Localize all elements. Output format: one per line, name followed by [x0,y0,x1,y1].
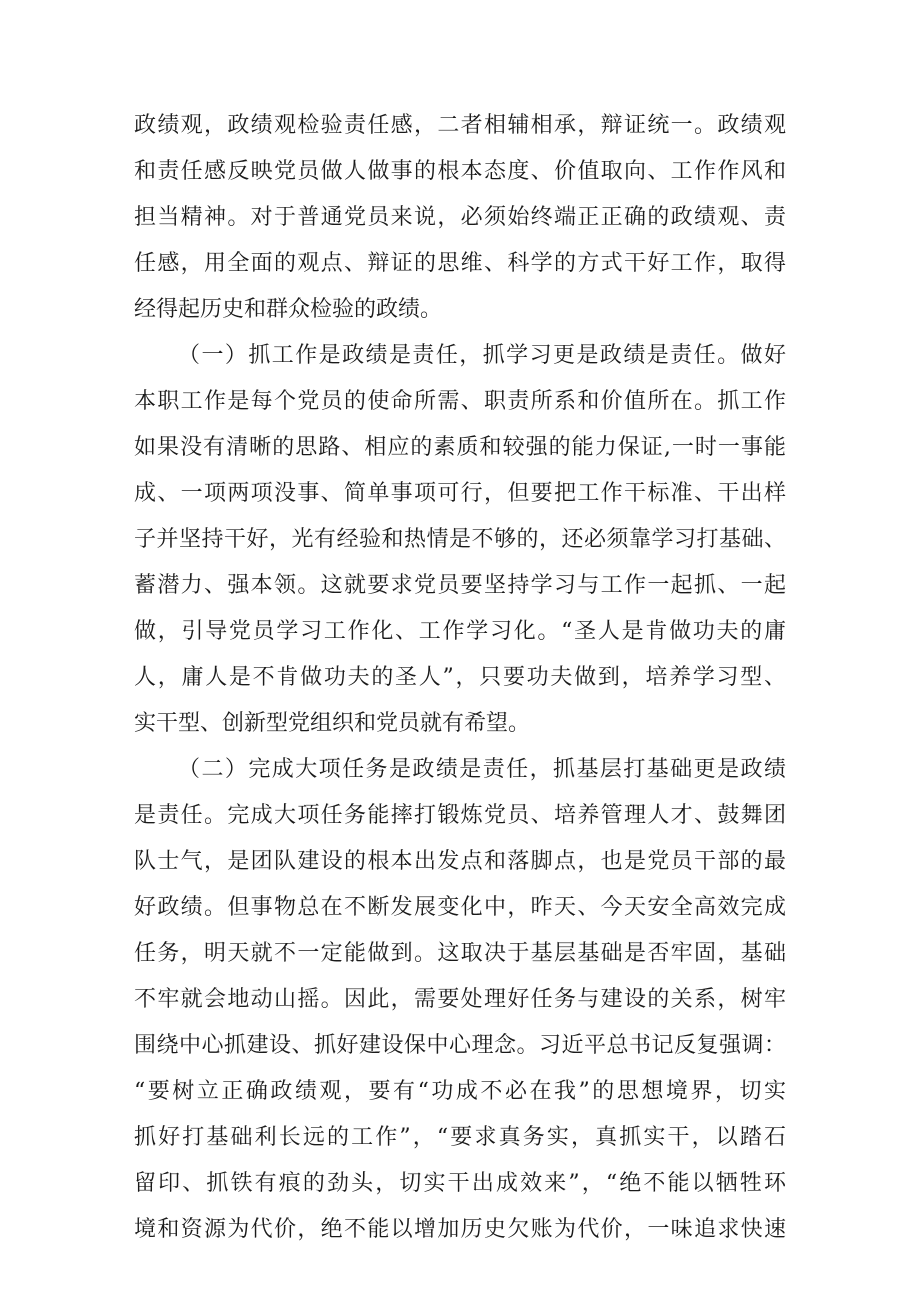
document-body [134,103,786,1253]
text-line: 成、一项两项没事、简单事项可行，但要把工作干标准、干出样 [134,481,786,506]
text-line: 本职工作是每个党员的使命所需、职责所系和价值所在。抓工作 [134,389,786,414]
text-line: 队士气，是团队建设的根本出发点和落脚点，也是党员干部的最 [134,849,786,874]
text-line: 子并坚持干好，光有经验和热情是不够的，还必须靠学习打基础、 [134,527,786,552]
text-line: 好政绩。但事物总在不断发展变化中，昨天、今天安全高效完成 [134,895,786,920]
paragraph [134,747,786,1253]
text-line: 任感，用全面的观点、辩证的思维、科学的方式干好工作，取得 [134,251,786,276]
text-line: 任务，明天就不一定能做到。这取决于基层基础是否牢固，基础 [134,941,786,966]
text-line: （一）抓工作是政绩是责任，抓学习更是政绩是责任。做好 [178,343,786,368]
text-line: 担当精神。对于普通党员来说，必须始终端正正确的政绩观、责 [134,205,786,230]
text-line: 政绩观，政绩观检验责任感，二者相辅相承，辩证统一。政绩观 [134,113,786,138]
text-line: 做，引导党员学习工作化、工作学习化。“圣人是肯做功夫的庸 [134,619,786,644]
text-line: 不牢就会地动山摇。因此，需要处理好任务与建设的关系，树牢 [134,987,786,1012]
text-line: 实干型、创新型党组织和党员就有希望。 [134,711,531,736]
paragraph [134,103,786,333]
text-line: 人，庸人是不肯做功夫的圣人”，只要功夫做到，培养学习型、 [134,665,786,690]
text-line: 如果没有清晰的思路、相应的素质和较强的能力保证,一时一事能 [134,435,786,460]
text-line: 境和资源为代价，绝不能以增加历史欠账为代价，一味追求快速 [134,1217,786,1242]
paragraph [134,333,786,747]
text-line: “要树立正确政绩观，要有“功成不必在我”的思想境界，切实 [134,1079,786,1104]
text-line: （二）完成大项任务是政绩是责任，抓基层打基础更是政绩 [178,757,786,782]
text-line: 留印、抓铁有痕的劲头，切实干出成效来”，“绝不能以牺牲环 [134,1171,786,1196]
text-line: 和责任感反映党员做人做事的根本态度、价值取向、工作作风和 [134,159,786,184]
text-line: 抓好打基础利长远的工作”，“要求真务实，真抓实干，以踏石 [134,1125,786,1150]
text-line: 蓄潜力、强本领。这就要求党员要坚持学习与工作一起抓、一起 [134,573,786,598]
text-line: 经得起历史和群众检验的政绩。 [134,297,443,322]
text-line: 围绕中心抓建设、抓好建设保中心理念。习近平总书记反复强调： [134,1033,786,1058]
text-line: 是责任。完成大项任务能摔打锻炼党员、培养管理人才、鼓舞团 [134,803,786,828]
